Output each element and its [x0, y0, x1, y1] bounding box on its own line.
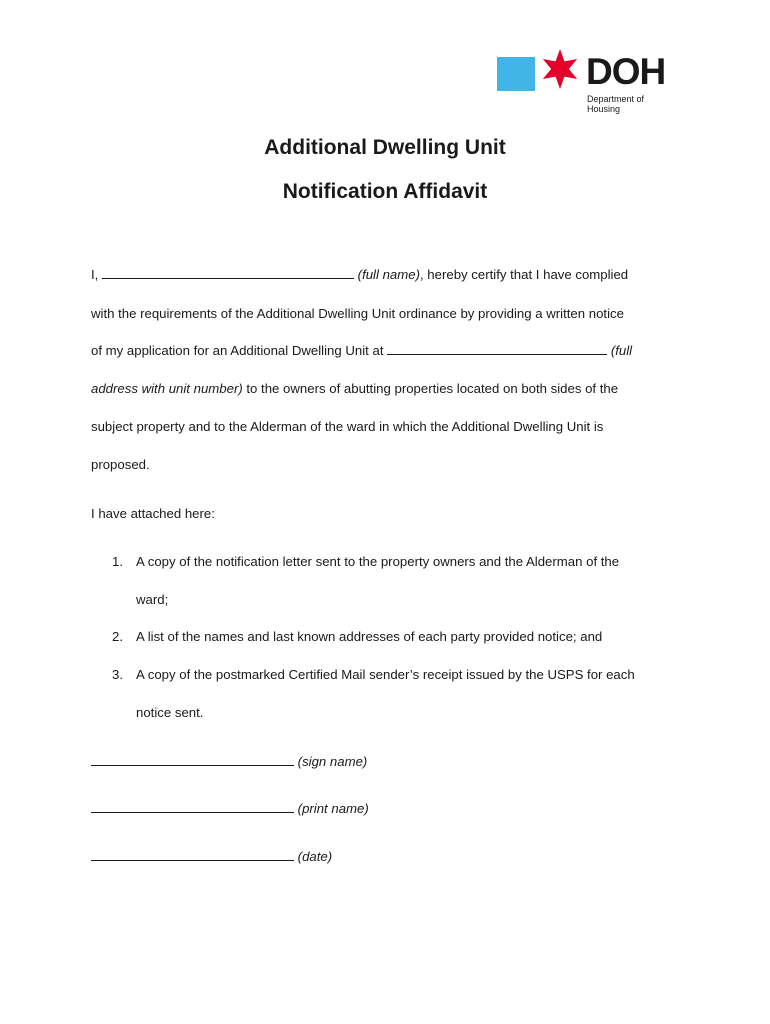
address-hint-part1: (full [610, 343, 633, 358]
date-blank[interactable] [91, 848, 294, 861]
blue-square-shape [497, 57, 535, 91]
sign-name-blank[interactable] [91, 753, 294, 766]
attached-intro: I have attached here: [91, 506, 215, 521]
logo-subtitle-line1: Department of [587, 94, 645, 104]
list-item-text: A list of the names and last known addresses of each party provided notice; and [136, 629, 603, 644]
paragraph-line-4 [91, 380, 618, 398]
sign-name-hint: (sign name) [297, 754, 368, 769]
paragraph-line-2: with the requirements of the Additional Dwelling Unit ordinance by providing a written notice [91, 306, 624, 321]
print-name-blank[interactable] [91, 800, 294, 813]
signature-row [91, 753, 367, 771]
paragraph-line-1 [91, 266, 628, 284]
paragraph-prefix: I, [91, 267, 99, 282]
list-item-number: 3. [112, 667, 123, 682]
date-hint: (date) [297, 849, 333, 864]
full-name-hint: (full name) [357, 267, 420, 282]
doh-logo [497, 48, 666, 114]
list-item-number: 1. [112, 554, 123, 569]
list-item-text: A copy of the notification letter sent to the property owners and the Alderman of the [136, 554, 620, 569]
paragraph-line-5: subject property and to the Alderman of the ward in which the Additional Dwelling Unit is [91, 419, 604, 434]
document-title-line2: Notification Affidavit [282, 180, 488, 203]
list-item-text-continued: ward; [136, 592, 169, 607]
print-name-hint: (print name) [297, 801, 369, 816]
paragraph-line4-suffix: to the owners of abutting properties located on both sides of the [242, 381, 619, 396]
full-name-blank[interactable] [102, 266, 354, 279]
address-hint-part2: address with unit number) [91, 381, 243, 396]
paragraph-line1-suffix: , hereby certify that I have complied [419, 267, 629, 282]
logo-wordmark: DOH [586, 51, 666, 92]
date-row [91, 848, 332, 866]
red-star-icon [540, 48, 580, 90]
paragraph-line3-prefix: of my application for an Additional Dwelling Unit at [91, 343, 384, 358]
list-item-text-continued: notice sent. [136, 705, 204, 720]
list-item-number: 2. [112, 629, 123, 644]
paragraph-line-3 [91, 342, 632, 360]
print-name-row [91, 800, 369, 818]
list-item-text: A copy of the postmarked Certified Mail sender’s receipt issued by the USPS for each [136, 667, 635, 682]
paragraph-line-6: proposed. [91, 457, 150, 472]
document-title-line1: Additional Dwelling Unit [264, 136, 506, 159]
logo-subtitle-line2: Housing [587, 104, 621, 114]
address-blank[interactable] [387, 342, 607, 355]
logo-subtitle [587, 94, 657, 114]
